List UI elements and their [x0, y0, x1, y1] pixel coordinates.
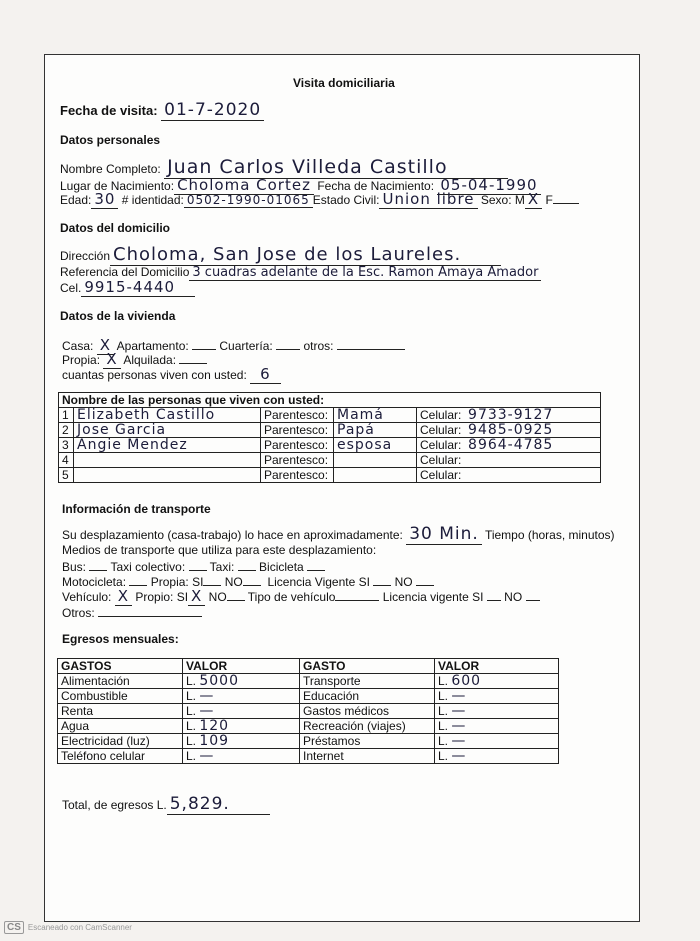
persona-row [59, 408, 601, 423]
persona-nombre: Elizabeth Castillo [77, 407, 216, 423]
fnac-label: Fecha de Nacimiento: [317, 179, 435, 193]
casa-label: Casa: [62, 339, 94, 353]
valor-2: 600 [451, 673, 482, 689]
bici-label: Bicicleta [259, 560, 304, 574]
bus-label: Bus: [62, 560, 87, 574]
fnac-value: 05-04-1990 [437, 176, 540, 195]
egresos-table [57, 658, 559, 764]
currency: L. [186, 749, 197, 763]
cel-value: 9915-4440 [81, 278, 195, 297]
alquilada-label: Alquilada: [123, 353, 177, 367]
bus-row [62, 559, 325, 575]
camscanner-logo: CS [4, 921, 24, 934]
egreso-row [58, 719, 559, 734]
valor-1: 109 [199, 733, 230, 749]
propia-value: X [103, 350, 120, 369]
edad-value: 30 [91, 190, 118, 209]
vehiculo-value: X [115, 587, 132, 606]
veh-licencia-label: Licencia vigente SI [382, 590, 484, 604]
edad-label: Edad: [60, 193, 92, 207]
persona-row [59, 468, 601, 483]
persona-celular: 9485-0925 [468, 422, 554, 438]
egreso-row [58, 749, 559, 764]
currency: L. [186, 689, 197, 703]
gasto-2: Recreación (viajes) [300, 719, 435, 734]
valor-1: — [199, 703, 215, 719]
valor-2: — [451, 748, 467, 764]
propio-value: X [188, 587, 205, 606]
cel-row [60, 280, 195, 296]
civil-value: Union libre [379, 190, 477, 209]
currency: L. [438, 734, 449, 748]
gasto-1: Renta [58, 704, 183, 719]
celular-label: Celular: [420, 438, 462, 452]
cuantas-value: 6 [250, 365, 281, 384]
casa-value: X [97, 336, 114, 355]
persona-num: 2 [59, 423, 74, 438]
vehiculo-label: Vehículo: [62, 590, 112, 604]
direccion-row [60, 244, 501, 265]
camscanner-text: Escaneado con CamScanner [27, 923, 132, 932]
gasto-1: Combustible [58, 689, 183, 704]
nombre-value: Juan Carlos Villeda Castillo [164, 156, 508, 179]
moto-licencia-label: Licencia Vigente SI [267, 575, 370, 589]
persona-row [59, 453, 601, 468]
cuantas-row [62, 367, 281, 383]
parentesco-label: Parentesco: [261, 408, 334, 423]
col-gasto: GASTO [300, 659, 435, 674]
otros-viv-label: otros: [303, 339, 334, 353]
desplazamiento-row [62, 524, 615, 544]
persona-celular: 8964-4785 [468, 437, 554, 453]
otros-label: Otros: [62, 606, 95, 620]
personas-table [58, 392, 601, 483]
valor-1: — [199, 748, 215, 764]
section-domicilio: Datos del domicilio [60, 221, 171, 235]
valor-2: — [451, 703, 467, 719]
currency: L. [438, 689, 449, 703]
lugar-label: Lugar de Nacimiento: [60, 179, 175, 193]
tiempo-label: Tiempo (horas, minutos) [484, 528, 615, 542]
moto-no-label: NO [224, 575, 243, 589]
persona-parentesco: Papá [337, 422, 375, 438]
fecha-label: Fecha de visita: [60, 103, 158, 118]
valor-2: — [451, 688, 467, 704]
persona-row [59, 438, 601, 453]
camscanner-footer [4, 921, 132, 934]
persona-num: 1 [59, 408, 74, 423]
currency: L. [186, 734, 197, 748]
currency: L. [186, 719, 197, 733]
valor-2: — [451, 733, 467, 749]
nombre-label: Nombre Completo: [60, 162, 161, 176]
dir-value: Choloma, San Jose de los Laureles. [110, 244, 501, 266]
nombre-row [60, 156, 508, 178]
lugar-value: Choloma Cortez [174, 176, 314, 195]
egreso-row [58, 734, 559, 749]
egreso-row [58, 689, 559, 704]
gasto-1: Electricidad (luz) [58, 734, 183, 749]
persona-celular: 9733-9127 [468, 407, 554, 423]
veh-lic-no-label: NO [504, 590, 523, 604]
persona-nombre: Jose Garcia [77, 422, 167, 438]
persona-parentesco: Mamá [337, 407, 384, 423]
celular-label: Celular: [420, 408, 462, 422]
cuarteria-label: Cuartería: [219, 339, 273, 353]
gasto-2: Transporte [300, 674, 435, 689]
gasto-1: Alimentación [58, 674, 183, 689]
valor-1: 5000 [199, 673, 239, 689]
currency: L. [186, 704, 197, 718]
col-valor-2: VALOR [435, 659, 559, 674]
id-value: 0502-1990-01065 [184, 193, 313, 208]
ref-value: 3 cuadras adelante de la Esc. Ramon Amaya Amador [189, 265, 541, 281]
celular-label: Celular: [420, 423, 462, 437]
personas-heading: Nombre de las personas que viven con usted: [59, 393, 601, 408]
col-valor: VALOR [183, 659, 300, 674]
persona-nombre: Angie Mendez [77, 437, 188, 453]
col-gastos: GASTOS [58, 659, 183, 674]
section-vivienda: Datos de la vivienda [60, 309, 176, 323]
egreso-row [58, 704, 559, 719]
apto-label: Apartamento: [116, 339, 189, 353]
taxi-col-label: Taxi colectivo: [110, 560, 186, 574]
desp-label: Su desplazamiento (casa-trabajo) lo hace en aproximadamente: [62, 528, 403, 542]
moto-label: Motocicleta: [62, 575, 127, 589]
persona-parentesco: esposa [337, 437, 393, 453]
edad-row [60, 192, 579, 208]
vehiculo-row [62, 589, 540, 605]
section-personales: Datos personales [60, 133, 161, 147]
gasto-1: Teléfono celular [58, 749, 183, 764]
propia-row [62, 352, 207, 368]
currency: L. [186, 674, 197, 688]
ref-label: Referencia del Domicilio [60, 265, 190, 279]
section-transporte: Información de transporte [62, 502, 211, 516]
cel-label: Cel. [60, 281, 82, 295]
propia-label: Propia: [62, 353, 101, 367]
fecha-value: 01-7-2020 [161, 100, 264, 121]
dir-label: Dirección [60, 249, 111, 263]
moto-propia-label: Propia: SI [150, 575, 204, 589]
egreso-row [58, 674, 559, 689]
form-title: Visita domiciliaria [293, 76, 395, 90]
total-value: 5,829. [167, 794, 270, 815]
section-egresos: Egresos mensuales: [62, 632, 179, 646]
currency: L. [438, 704, 449, 718]
valor-1: — [199, 688, 215, 704]
sexo-f-label: F [545, 193, 553, 207]
cuantas-label: cuantas personas viven con usted: [62, 368, 247, 382]
currency: L. [438, 749, 449, 763]
propio-label: Propio: SI [135, 590, 189, 604]
gasto-2: Educación [300, 689, 435, 704]
fecha-row [60, 100, 264, 120]
valor-1: 120 [199, 718, 230, 734]
parentesco-label: Parentesco: [261, 468, 334, 483]
persona-row [59, 423, 601, 438]
gasto-2: Internet [300, 749, 435, 764]
id-label: # identidad: [121, 193, 184, 207]
total-label: Total, de egresos L. [62, 798, 167, 812]
currency: L. [438, 719, 449, 733]
persona-num: 4 [59, 453, 74, 468]
gasto-2: Gastos médicos [300, 704, 435, 719]
tipo-label: Tipo de vehículo [247, 590, 336, 604]
valor-2: — [451, 718, 467, 734]
total-row [62, 794, 270, 814]
celular-label: Celular: [420, 453, 462, 467]
medios-label: Medios de transporte que utiliza para este desplazamiento: [62, 543, 377, 557]
parentesco-label: Parentesco: [261, 423, 334, 438]
civil-label: Estado Civil: [312, 193, 380, 207]
otros-row [62, 605, 202, 621]
veh-no-label: NO [208, 590, 227, 604]
persona-num: 5 [59, 468, 74, 483]
sexo-label: Sexo: M [480, 193, 525, 207]
taxi-label: Taxi: [209, 560, 235, 574]
gasto-2: Préstamos [300, 734, 435, 749]
gasto-1: Agua [58, 719, 183, 734]
sexo-m-value: X [525, 190, 542, 209]
celular-label: Celular: [420, 468, 462, 482]
persona-num: 3 [59, 438, 74, 453]
currency: L. [438, 674, 449, 688]
parentesco-label: Parentesco: [261, 453, 334, 468]
moto-lic-no-label: NO [394, 575, 413, 589]
parentesco-label: Parentesco: [261, 438, 334, 453]
desp-value: 30 Min. [406, 524, 482, 545]
